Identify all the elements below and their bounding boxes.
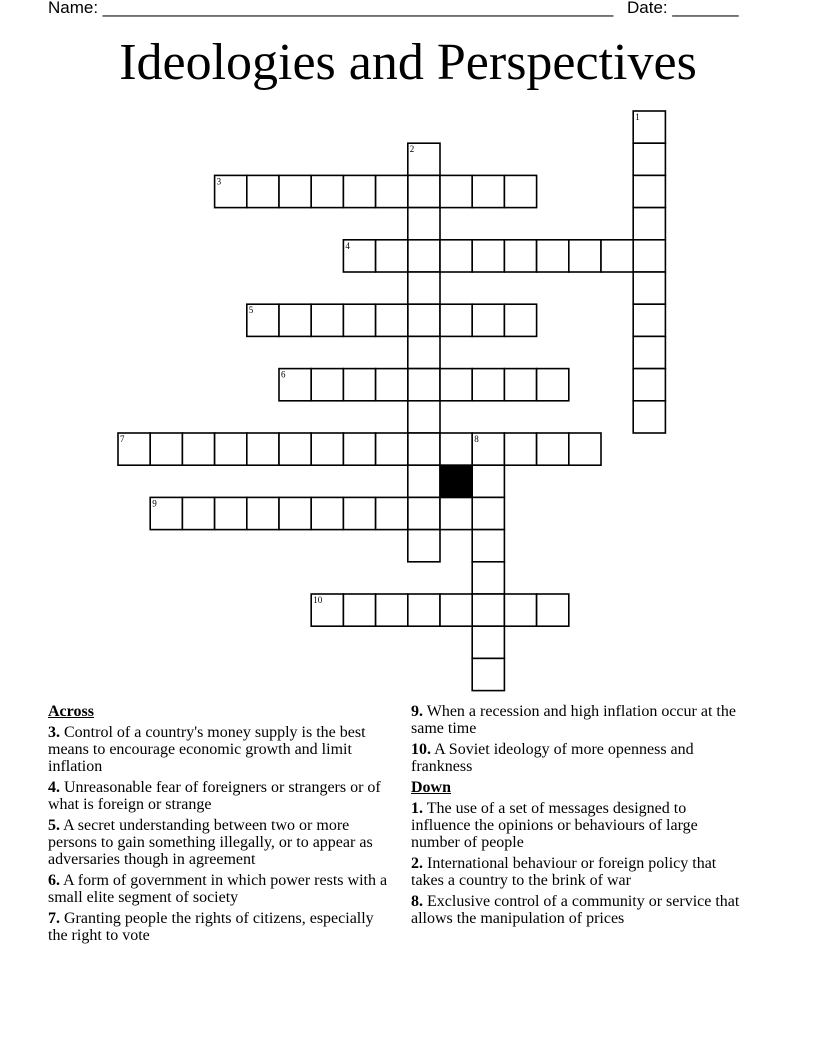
grid-cell[interactable]	[472, 497, 504, 529]
grid-cell[interactable]	[408, 465, 440, 497]
clue-number-label: 8	[474, 434, 479, 444]
grid-cell[interactable]	[408, 240, 440, 272]
grid-cell[interactable]	[537, 240, 569, 272]
clue-number-label: 10	[313, 595, 323, 605]
page-title: Ideologies and Perspectives	[119, 34, 697, 91]
grid-cell[interactable]	[247, 175, 279, 207]
grid-cell[interactable]	[408, 336, 440, 368]
grid-cell[interactable]	[633, 208, 665, 240]
grid-cell[interactable]	[279, 304, 311, 336]
grid-cell[interactable]	[633, 143, 665, 175]
grid-cell[interactable]	[376, 433, 408, 465]
grid-cell[interactable]	[440, 497, 472, 529]
grid-cell[interactable]	[472, 369, 504, 401]
grid-cell[interactable]	[247, 433, 279, 465]
clue-across-10: 10. A Soviet ideology of more openness and frankness	[411, 741, 694, 775]
across-heading: Across	[48, 703, 94, 720]
grid-cell[interactable]	[408, 433, 440, 465]
grid-cell[interactable]	[343, 497, 375, 529]
grid-cell[interactable]	[440, 175, 472, 207]
grid-cell[interactable]	[311, 433, 343, 465]
clue-number-label: 5	[248, 305, 254, 316]
grid-cell[interactable]	[408, 594, 440, 626]
grid-cell[interactable]	[472, 304, 504, 336]
grid-cell[interactable]	[633, 336, 665, 368]
clue-number-label: 4	[345, 240, 350, 251]
grid-cell[interactable]	[537, 369, 569, 401]
clue-number-label: 9	[152, 498, 157, 509]
down-heading: Down	[411, 779, 452, 796]
grid-cell[interactable]	[376, 497, 408, 529]
grid-cell[interactable]	[472, 626, 504, 658]
grid-cell[interactable]	[311, 304, 343, 336]
clue-across-7: 7. Granting people the rights of citizens, especially the right to vote	[48, 910, 374, 944]
grid-cell[interactable]	[376, 369, 408, 401]
grid-cell[interactable]	[633, 272, 665, 304]
grid-cell[interactable]	[408, 175, 440, 207]
grid-cell[interactable]	[311, 369, 343, 401]
grid-cell[interactable]	[633, 240, 665, 272]
grid-cell[interactable]	[601, 240, 633, 272]
black-cell	[440, 465, 472, 497]
clue-across-4: 4. Unreasonable fear of foreigners or strangers or of what is foreign or strange	[48, 779, 381, 813]
grid-cell[interactable]	[537, 433, 569, 465]
grid-cell[interactable]	[376, 240, 408, 272]
grid-cell[interactable]	[440, 594, 472, 626]
grid-cell[interactable]	[408, 369, 440, 401]
grid-cell[interactable]	[376, 304, 408, 336]
grid-cell[interactable]	[408, 497, 440, 529]
grid-cell[interactable]	[343, 175, 375, 207]
grid-cell[interactable]	[182, 433, 214, 465]
clue-number-label: 7	[120, 434, 125, 444]
clue-number-label: 1	[635, 112, 640, 122]
grid-cell[interactable]	[343, 433, 375, 465]
grid-cell[interactable]	[440, 433, 472, 465]
grid-cell[interactable]	[150, 433, 182, 465]
clue-number-label: 6	[281, 369, 286, 380]
grid-cell[interactable]	[182, 497, 214, 529]
grid-cell[interactable]	[311, 497, 343, 529]
grid-cell[interactable]	[504, 175, 536, 207]
clue-down-2: 2. International behaviour or foreign policy that takes a country to the brink of war	[411, 855, 717, 889]
grid-cell[interactable]	[472, 562, 504, 594]
grid-cell[interactable]	[472, 240, 504, 272]
clue-across-6: 6. A form of government in which power rests with a small elite segment of society	[48, 872, 388, 906]
clue-across-3: 3. Control of a country's money supply is the best means to encourage economic growth and limit inflation	[48, 724, 366, 775]
grid-cell[interactable]	[440, 240, 472, 272]
grid-cell[interactable]	[472, 658, 504, 690]
grid-cell[interactable]	[279, 433, 311, 465]
grid-cell[interactable]	[279, 175, 311, 207]
grid-cell[interactable]	[504, 594, 536, 626]
clues-column-left	[48, 703, 388, 948]
grid-cell[interactable]	[376, 175, 408, 207]
grid-cell[interactable]	[504, 304, 536, 336]
clue-number-label: 3	[216, 176, 222, 187]
grid-cell[interactable]	[376, 594, 408, 626]
clue-number-label: 2	[409, 144, 415, 155]
grid-cell[interactable]	[343, 594, 375, 626]
grid-cell[interactable]	[633, 369, 665, 401]
grid-cell[interactable]	[504, 369, 536, 401]
clue-down-8: 8. Exclusive control of a community or service that allows the manipulation of prices	[411, 893, 740, 927]
clue-down-1: 1. The use of a set of messages designed to influence the opinions or behaviours of large number of people	[411, 800, 698, 851]
grid-cell[interactable]	[569, 240, 601, 272]
grid-cell[interactable]	[408, 401, 440, 433]
grid-cell[interactable]	[633, 175, 665, 207]
name-field-label[interactable]: Name: ______________________________________________________	[48, 0, 614, 17]
grid-cell[interactable]	[408, 208, 440, 240]
grid-cell[interactable]	[537, 594, 569, 626]
grid-cell[interactable]	[279, 497, 311, 529]
grid-cell[interactable]	[504, 240, 536, 272]
clue-across-9: 9. When a recession and high inflation occur at the same time	[411, 703, 736, 737]
grid-cell[interactable]	[472, 465, 504, 497]
grid-cell[interactable]	[408, 530, 440, 562]
grid-cell[interactable]	[472, 175, 504, 207]
date-field-label[interactable]: Date: _______	[627, 0, 739, 17]
clue-across-5: 5. A secret understanding between two or more persons to gain something illegally, or to appear as adversaries though in agreement	[48, 817, 373, 868]
grid-cell[interactable]	[633, 401, 665, 433]
grid-cell[interactable]	[504, 433, 536, 465]
grid-cell[interactable]	[311, 175, 343, 207]
grid-cell[interactable]	[247, 497, 279, 529]
grid-cell[interactable]	[472, 594, 504, 626]
grid-cell[interactable]	[343, 304, 375, 336]
grid-cell[interactable]	[633, 304, 665, 336]
grid-cell[interactable]	[408, 304, 440, 336]
clues-column-right	[411, 703, 743, 931]
grid-cell[interactable]	[472, 530, 504, 562]
grid-cell[interactable]	[440, 304, 472, 336]
grid-cell[interactable]	[569, 433, 601, 465]
grid-cell[interactable]	[215, 497, 247, 529]
grid-cell[interactable]	[440, 369, 472, 401]
grid-cell[interactable]	[215, 433, 247, 465]
grid-cell[interactable]	[343, 369, 375, 401]
grid-cell[interactable]	[408, 272, 440, 304]
